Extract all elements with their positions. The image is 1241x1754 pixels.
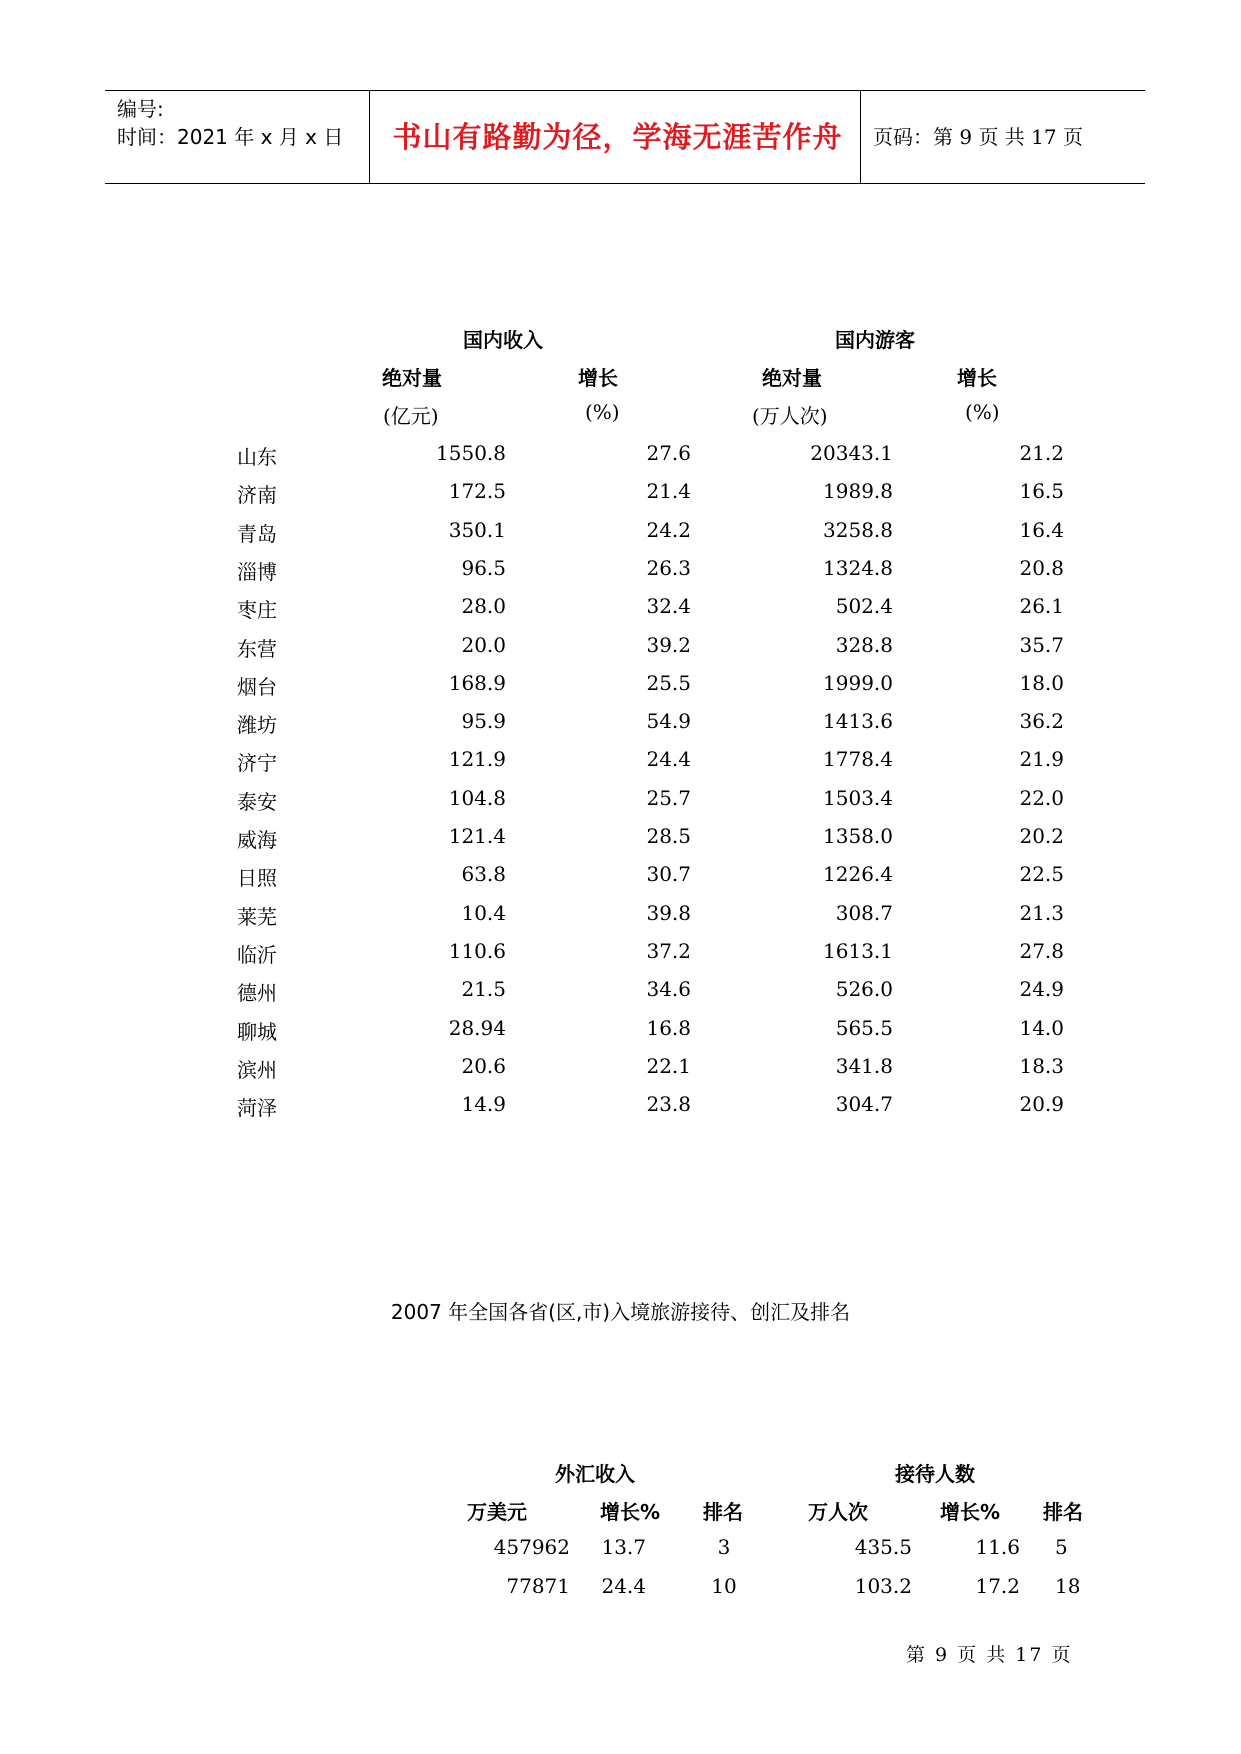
cell-income-growth: 24.4 [646,747,691,771]
cell-income: 110.6 [448,939,506,963]
cell-income: 350.1 [448,518,506,542]
footer-page-label: 第 9 页 共 17 页 [906,1644,1073,1666]
cell-income-growth: 27.6 [646,441,691,465]
cell-income: 121.4 [448,824,506,848]
reception-title: 接待人数 [895,1462,975,1486]
cell-visitors-growth: 35.7 [1019,633,1064,657]
cell-visitors-growth: 27.8 [1019,939,1064,963]
cell-forex-rank: 10 [711,1574,737,1598]
forex-usd-header: 万美元 [467,1500,527,1524]
cell-visitors: 1226.4 [823,862,893,886]
city-name: 烟台 [237,675,277,699]
cell-income-growth: 30.7 [646,862,691,886]
cell-visitors-growth: 20.2 [1019,824,1064,848]
income-growth-unit: (%) [585,400,620,424]
cell-visitors-growth: 22.5 [1019,862,1064,886]
cell-income-growth: 24.2 [646,518,691,542]
cell-visitors: 1503.4 [823,786,893,810]
visitors-abs-header: 绝对量 [762,366,822,390]
cell-income-growth: 34.6 [646,977,691,1001]
cell-visitors: 1989.8 [823,479,893,503]
cell-visitors: 1778.4 [823,747,893,771]
city-name: 莱芜 [237,905,277,929]
visitors-growth-unit: (%) [965,400,1000,424]
cell-visitors: 328.8 [835,633,893,657]
city-name: 山东 [237,445,277,469]
inbound-caption: 2007 年全国各省(区,市)入境旅游接待、创汇及排名 [390,1300,851,1324]
time-label: 时间：2021 年 x 月 x 日 [117,125,344,149]
visitors-unit: (万人次) [752,404,828,428]
cell-income: 20.6 [461,1054,506,1078]
cell-income: 96.5 [461,556,506,580]
cell-income: 1550.8 [436,441,506,465]
cell-income-growth: 54.9 [646,709,691,733]
city-name: 淄博 [237,560,277,584]
cell-forex: 457962 [493,1535,570,1559]
city-name: 泰安 [237,790,277,814]
cell-visitors-growth: 21.2 [1019,441,1064,465]
persons-growth-header: 增长% [940,1500,1001,1524]
cell-visitors-growth: 36.2 [1019,709,1064,733]
cell-forex: 77871 [506,1574,570,1598]
city-name: 日照 [237,866,277,890]
income-unit: (亿元) [383,404,439,428]
cell-visitors: 20343.1 [810,441,893,465]
visitors-growth-header: 增长 [957,366,997,390]
city-name: 青岛 [237,522,277,546]
cell-visitors: 1613.1 [823,939,893,963]
cell-income-growth: 25.7 [646,786,691,810]
income-title: 国内收入 [463,328,543,352]
cell-income: 21.5 [461,977,506,1001]
cell-income-growth: 39.8 [646,901,691,925]
cell-visitors: 502.4 [835,594,893,618]
city-name: 东营 [237,637,277,661]
cell-income-growth: 32.4 [646,594,691,618]
city-name: 德州 [237,981,277,1005]
cell-income-growth: 22.1 [646,1054,691,1078]
cell-visitors: 308.7 [835,901,893,925]
cell-persons: 103.2 [854,1574,912,1598]
cell-income-growth: 26.3 [646,556,691,580]
cell-visitors: 1358.0 [823,824,893,848]
cell-persons-growth: 17.2 [975,1574,1020,1598]
cell-income-growth: 23.8 [646,1092,691,1116]
cell-income: 28.0 [461,594,506,618]
persons-rank-header: 排名 [1043,1500,1083,1524]
city-name: 滨州 [237,1058,277,1082]
cell-forex-growth: 24.4 [601,1574,646,1598]
city-name: 菏泽 [237,1096,277,1120]
cell-income: 168.9 [448,671,506,695]
forex-title: 外汇收入 [555,1462,635,1486]
cell-income: 172.5 [448,479,506,503]
cell-visitors: 1413.6 [823,709,893,733]
persons-header: 万人次 [808,1500,868,1524]
cell-visitors-growth: 18.0 [1019,671,1064,695]
cell-visitors-growth: 22.0 [1019,786,1064,810]
cell-visitors-growth: 21.3 [1019,901,1064,925]
city-name: 临沂 [237,943,277,967]
number-label: 编号: [117,97,164,121]
cell-visitors-growth: 21.9 [1019,747,1064,771]
city-name: 聊城 [237,1020,277,1044]
cell-visitors-growth: 14.0 [1019,1016,1064,1040]
cell-persons-growth: 11.6 [975,1535,1020,1559]
income-growth-header: 增长 [578,366,618,390]
city-name: 济南 [237,483,277,507]
forex-rank-header: 排名 [703,1500,743,1524]
cell-visitors-growth: 16.4 [1019,518,1064,542]
cell-visitors-growth: 26.1 [1019,594,1064,618]
cell-income: 28.94 [448,1016,506,1040]
cell-visitors: 1999.0 [823,671,893,695]
cell-income: 10.4 [461,901,506,925]
cell-persons-rank: 18 [1055,1574,1081,1598]
cell-income: 63.8 [461,862,506,886]
city-name: 济宁 [237,751,277,775]
city-name: 威海 [237,828,277,852]
cell-visitors-growth: 24.9 [1019,977,1064,1001]
cell-visitors-growth: 16.5 [1019,479,1064,503]
cell-income: 121.9 [448,747,506,771]
visitors-title: 国内游客 [835,328,915,352]
cell-forex-growth: 13.7 [601,1535,646,1559]
cell-income-growth: 16.8 [646,1016,691,1040]
city-name: 枣庄 [237,598,277,622]
city-name: 潍坊 [237,713,277,737]
header-motto: 书山有路勤为径，学海无涯苦作舟 [392,120,843,154]
header-page-label: 页码：第 9 页 共 17 页 [873,125,1083,149]
cell-income-growth: 21.4 [646,479,691,503]
forex-growth-header: 增长% [600,1500,661,1524]
cell-visitors: 3258.8 [823,518,893,542]
cell-income-growth: 25.5 [646,671,691,695]
cell-visitors-growth: 20.8 [1019,556,1064,580]
cell-income: 104.8 [448,786,506,810]
cell-visitors: 341.8 [835,1054,893,1078]
income-abs-header: 绝对量 [382,366,442,390]
cell-income-growth: 28.5 [646,824,691,848]
cell-forex-rank: 3 [717,1535,731,1559]
cell-income: 20.0 [461,633,506,657]
cell-visitors-growth: 18.3 [1019,1054,1064,1078]
cell-income: 95.9 [461,709,506,733]
cell-income-growth: 37.2 [646,939,691,963]
cell-visitors: 1324.8 [823,556,893,580]
cell-visitors: 304.7 [835,1092,893,1116]
cell-persons: 435.5 [854,1535,912,1559]
cell-persons-rank: 5 [1055,1535,1068,1559]
cell-visitors: 526.0 [835,977,893,1001]
cell-income-growth: 39.2 [646,633,691,657]
cell-visitors-growth: 20.9 [1019,1092,1064,1116]
cell-visitors: 565.5 [835,1016,893,1040]
cell-income: 14.9 [461,1092,506,1116]
